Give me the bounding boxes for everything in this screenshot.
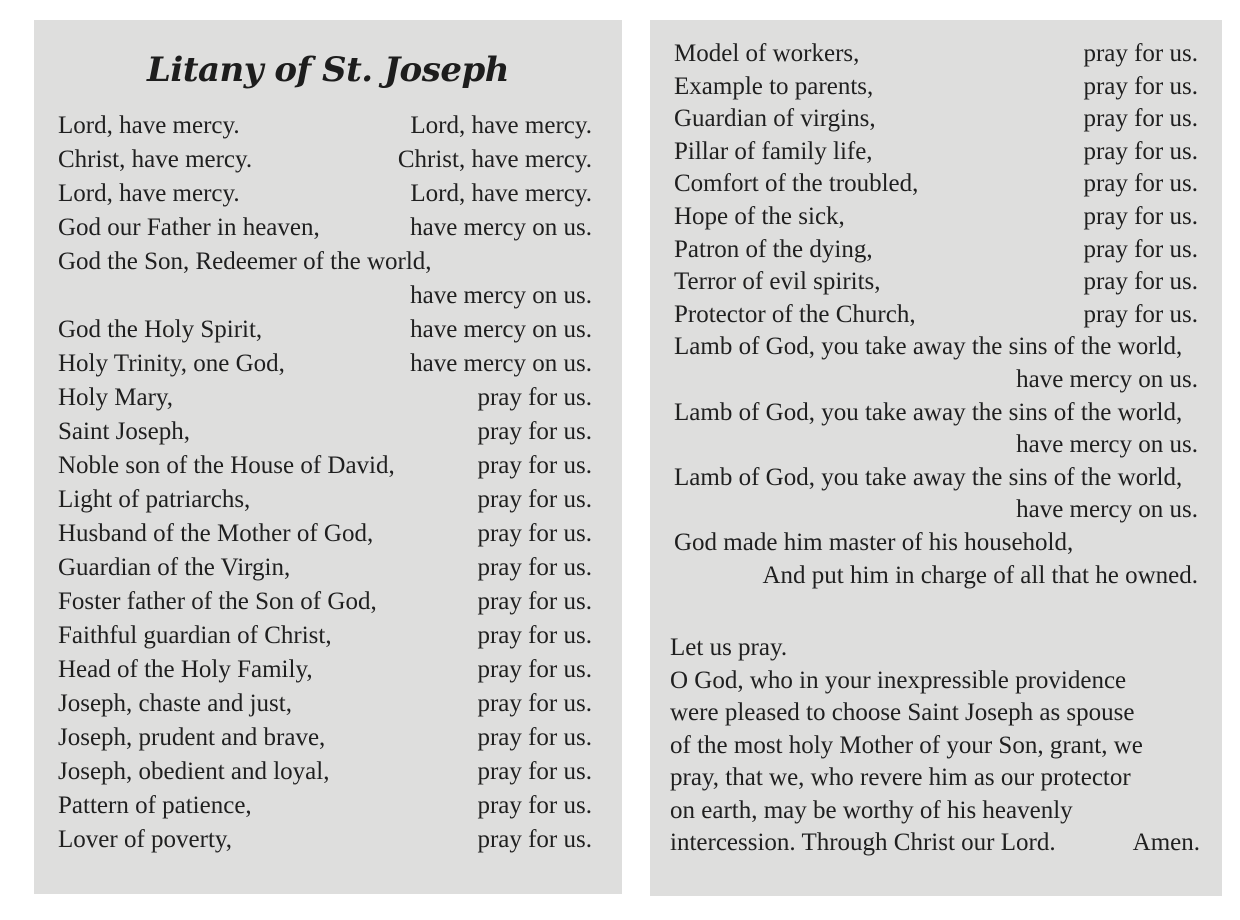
invocation-text: Guardian of virgins, (674, 105, 876, 133)
litany-line (674, 105, 1198, 139)
response-text: pray for us. (477, 520, 592, 547)
litany-line (58, 588, 592, 622)
invocation-text: Joseph, prudent and brave, (58, 724, 326, 751)
response-text: Lord, have mercy. (410, 180, 592, 207)
response-text: Lord, have mercy. (410, 112, 592, 139)
litany-line (58, 486, 592, 520)
invocation-text: Holy Trinity, one God, (58, 350, 285, 377)
prayer-line: O God, who in your inexpressible providence (670, 666, 1127, 694)
response-text: pray for us. (1083, 235, 1198, 263)
response-text: pray for us. (477, 554, 592, 581)
litany-card-right (650, 20, 1222, 896)
invocation-text: Noble son of the House of David, (58, 452, 395, 479)
litany-line (674, 203, 1198, 237)
litany-line (58, 452, 592, 486)
invocation-text: Model of workers, (674, 40, 860, 67)
litany-line (58, 792, 592, 826)
response-text: have mercy on us. (1016, 496, 1198, 524)
litany-invocations-right (674, 40, 1198, 589)
response-text: pray for us. (477, 588, 592, 615)
invocation-text: Husband of the Mother of God, (58, 520, 374, 547)
invocation-text: God the Holy Spirit, (58, 316, 263, 343)
response-text: have mercy on us. (1016, 366, 1198, 393)
invocation-text: God made him master of his household, (674, 529, 1074, 556)
amen-text: Amen. (1132, 829, 1200, 856)
invocation-text: Terror of evil spirits, (674, 268, 881, 296)
invocation-text: Faithful guardian of Christ, (58, 622, 332, 649)
litany-line (674, 464, 1198, 498)
litany-line (674, 529, 1198, 563)
response-text: pray for us. (1083, 137, 1198, 165)
litany-title: Litany of St. Joseph (147, 50, 509, 90)
invocation-text: Example to parents, (674, 72, 874, 100)
litany-line (674, 40, 1198, 74)
invocation-text: Lover of poverty, (58, 826, 233, 853)
response-text: pray for us. (477, 690, 592, 717)
response-text: pray for us. (477, 622, 592, 649)
invocation-text: Joseph, obedient and loyal, (58, 758, 330, 785)
invocation-text: Comfort of the troubled, (674, 170, 919, 198)
response-text: pray for us. (1083, 268, 1198, 296)
prayer-line: pray, that we, who revere him as our protector (670, 764, 1131, 791)
invocation-text: God our Father in heaven, (58, 214, 320, 241)
prayer-line: were pleased to choose Saint Joseph as spouse (670, 699, 1135, 726)
litany-line (58, 724, 592, 758)
response-text: have mercy on us. (410, 282, 592, 309)
litany-line (674, 366, 1198, 400)
invocation-text: Head of the Holy Family, (58, 656, 313, 683)
litany-card-left (34, 20, 622, 894)
invocation-text: Guardian of the Virgin, (58, 554, 291, 581)
litany-line (58, 350, 592, 384)
litany-line (58, 112, 592, 146)
litany-line (674, 73, 1198, 107)
response-text: pray for us. (477, 826, 592, 853)
litany-line (58, 826, 592, 860)
response-text: pray for us. (477, 486, 592, 513)
litany-line (674, 170, 1198, 204)
litany-line (674, 431, 1198, 465)
response-text: have mercy on us. (410, 350, 592, 377)
litany-line (58, 316, 592, 350)
response-text: pray for us. (1083, 170, 1198, 198)
litany-line (58, 384, 592, 418)
invocation-text: Pattern of patience, (58, 792, 252, 819)
invocation-text: Holy Mary, (58, 384, 174, 411)
litany-line (674, 399, 1198, 433)
response-text: pray for us. (477, 452, 592, 479)
response-text: pray for us. (477, 792, 592, 819)
invocation-text: Christ, have mercy. (58, 146, 253, 173)
response-text: have mercy on us. (1016, 431, 1198, 459)
response-text: pray for us. (1083, 40, 1198, 67)
response-text: pray for us. (1083, 105, 1198, 133)
invocation-text: Saint Joseph, (58, 418, 190, 445)
response-text: have mercy on us. (410, 316, 592, 343)
litany-invocations-left (58, 112, 592, 882)
litany-line (58, 418, 592, 452)
litany-line (58, 214, 592, 248)
prayer-line: intercession. Through Christ our Lord. (670, 829, 1056, 856)
response-text: pray for us. (1083, 203, 1198, 230)
invocation-text: Lord, have mercy. (58, 112, 240, 139)
invocation-text: Foster father of the Son of God, (58, 588, 377, 615)
response-text: pray for us. (477, 384, 592, 411)
litany-line (674, 333, 1198, 367)
invocation-text: Lamb of God, you take away the sins of the world, (674, 333, 1183, 361)
litany-line (58, 622, 592, 656)
litany-line (58, 656, 592, 690)
litany-line (58, 690, 592, 724)
response-text: pray for us. (1083, 300, 1198, 328)
invocation-text: God the Son, Redeemer of the world, (58, 248, 432, 275)
invocation-text: Light of patriarchs, (58, 486, 251, 513)
litany-line (674, 138, 1198, 172)
response-text: have mercy on us. (410, 214, 592, 241)
invocation-text: Joseph, chaste and just, (58, 690, 292, 717)
invocation-text: Patron of the dying, (674, 235, 873, 263)
invocation-text: Protector of the Church, (674, 300, 916, 328)
response-text: pray for us. (477, 656, 592, 683)
invocation-text: Lamb of God, you take away the sins of the world, (674, 463, 1183, 491)
prayer-line: on earth, may be worthy of his heavenly (670, 796, 1073, 824)
litany-line (674, 268, 1198, 302)
response-text: pray for us. (477, 418, 592, 445)
litany-line (674, 562, 1198, 596)
litany-line (674, 496, 1198, 530)
invocation-text: Hope of the sick, (674, 203, 845, 230)
response-text: pray for us. (1083, 72, 1198, 100)
response-text: pray for us. (477, 758, 592, 785)
invocation-text: Lord, have mercy. (58, 180, 240, 207)
litany-line (58, 758, 592, 792)
litany-line (58, 282, 592, 316)
litany-line (674, 236, 1198, 270)
litany-line (58, 520, 592, 554)
litany-line (58, 146, 592, 180)
litany-line (58, 248, 592, 282)
response-text: Christ, have mercy. (397, 146, 592, 173)
invocation-text: Lamb of God, you take away the sins of the world, (674, 398, 1183, 426)
prayer-line: Let us pray. (670, 634, 788, 661)
prayer-line: of the most holy Mother of your Son, grant, we (670, 731, 1143, 759)
invocation-text: Pillar of family life, (674, 137, 873, 165)
litany-line (674, 301, 1198, 335)
litany-line (58, 554, 592, 588)
response-text: And put him in charge of all that he owned. (762, 561, 1198, 589)
litany-line (58, 180, 592, 214)
response-text: pray for us. (477, 724, 592, 751)
